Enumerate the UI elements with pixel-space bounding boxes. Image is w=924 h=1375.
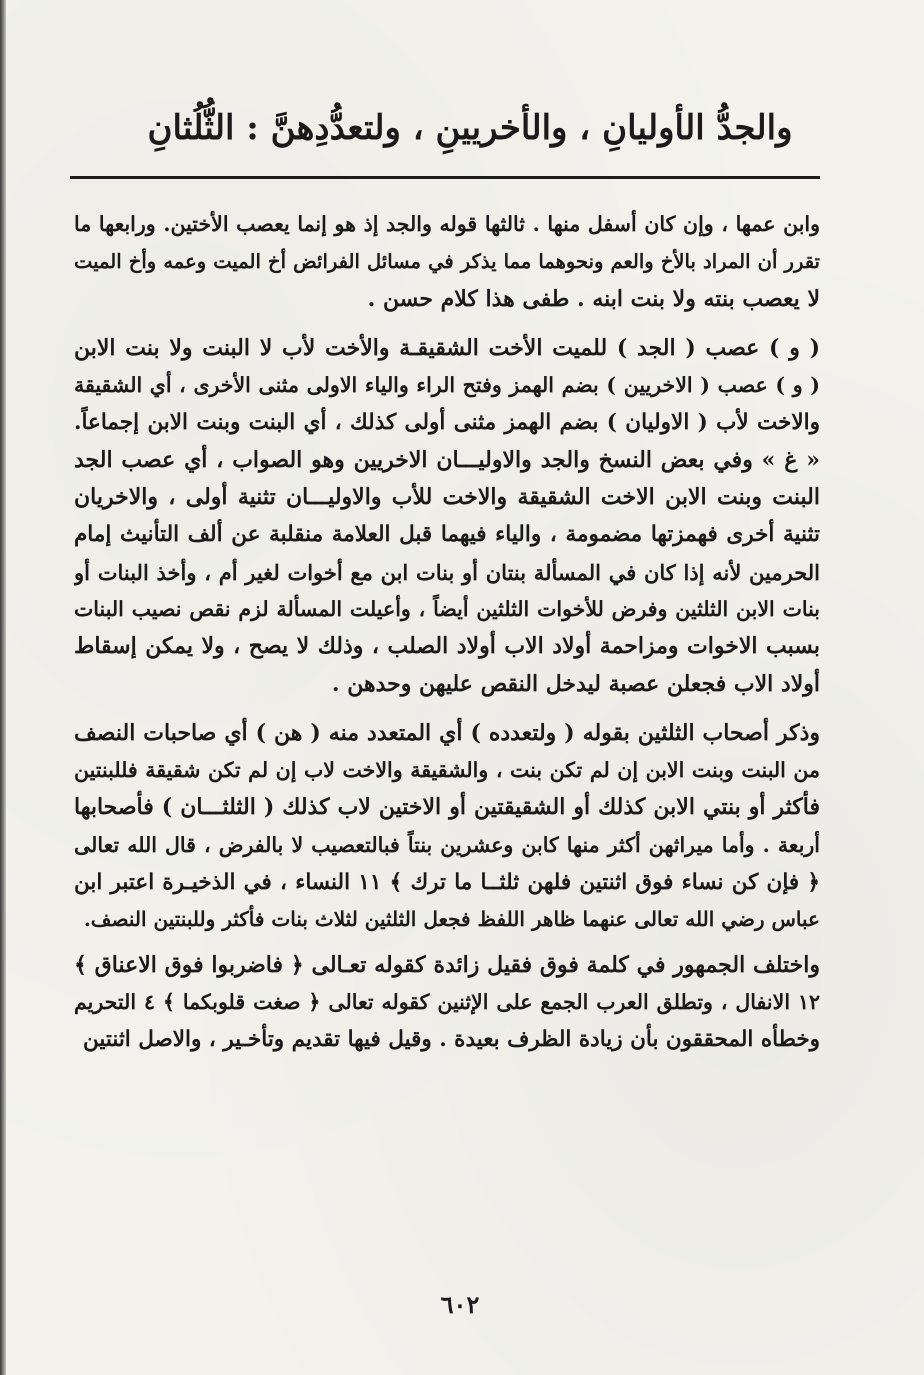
page-number: ٦٠٢ [440,1290,480,1319]
paragraph-gap [74,939,820,947]
running-head: والجدُّ الأوليانِ ، والأخريينِ ، ولتعدُّدِهنَّ : الثُّلُثانِ [147,108,793,148]
text-line: والاخت لأب ( الاوليان ) بضم الهمز مثنى أولى كذلك ، أي البنت وبنت الابن إجماعاً. [74,410,820,436]
text-line: أولاد الاب فجعلن عصبة ليدخل النقص عليهن وحدهن . [331,670,820,697]
paragraph-3 [74,715,820,939]
text-line: ﴿ فإن كن نساء فوق اثنتين فلهن ثلثــا ما ترك ﴾ ١١ النساء ، في الذخيـرة اعتبر ابن [74,870,820,896]
page-edge-shadow [0,0,6,1375]
body-text [74,206,820,1059]
text-line: عباس رضي الله تعالى عنهما ظاهر اللفظ فجعل الثلثين لثلاث بنات فأكثر وللبنتين النصف. [83,907,820,932]
text-line: ١٢ الانفال ، وتطلق العرب الجمع على الإثنين كقوله تعالى ﴿ صغت قلوبكما ﴾ ٤ التحريم [74,989,820,1014]
paragraph-4 [74,947,820,1059]
text-line: فأكثر أو بنتي الابن كذلك أو الشقيقتين أو الاختين لاب كذلك ( الثلثـــان ) فأصحابها [74,794,820,821]
text-line: وذكر أصحاب الثلثين بقوله ( ولتعدده ) أي المتعدد منه ( هن ) أي صاحبات النصف [74,719,820,746]
text-line: لا يعصب بنته ولا بنت ابنه . طفى هذا كلام حسن . [367,285,820,312]
text-line: الحرمين لأنه إذا كان في المسألة بنتان أو بنات ابن مع أخوات لغير أم ، وأخذ البنات أو [74,559,820,585]
text-line: ( و ) عصب ( الاخريين ) بضم الهمز وفتح الراء والياء الاولى مثنى الأخرى ، أي الشقيقة [74,373,820,398]
text-line: من البنت وبنت الابن إن لم تكن بنت ، والشقيقة والاخت لاب إن لم تكن شقيقة فللبنتين [74,758,820,783]
text-line: بنات الابن الثلثين وفرض للأخوات الثلثين أيضاً ، وأعيلت المسألة لزم نقص نصيب البنات [74,596,820,621]
text-line: أربعة . وأما ميراثهن أكثر منها كابن وعشرين بنتاً فبالتعصيب لا بالفرض ، قال الله تعالى [74,832,820,857]
paragraph-1 [74,206,820,318]
paragraph-gap [74,703,820,715]
text-line: بسبب الاخوات ومزاحمة أولاد الاب أولاد الصلب ، وذلك لا يصح ، ولا يمكن إسقاط [74,633,820,660]
paragraph-2 [74,330,820,703]
header-rule [70,176,820,179]
text-line: « غ » وفي بعض النسخ والجد والاوليـــان الاخريين وهو الصواب ، أي عصب الجد [74,446,820,473]
paragraph-gap [74,318,820,330]
text-line: تثنية أخرى فهمزتها مضمومة ، والياء فيهما قبل العلامة منقلبة عن ألف التأنيث إمام [74,522,820,548]
text-line: واختلف الجمهور في كلمة فوق فقيل زائدة كقوله تعـالى ﴿ فاضربوا فوق الاعناق ﴾ [74,951,820,978]
text-line: تقرر أن المراد بالأخ والعم ونحوهما مما يذكر في مسائل الفرائض أخ الميت وعمه وأخ الميت [74,250,820,274]
text-line: وخطأه المحققون بأن زيادة الظرف بعيدة . وقيل فيها تقديم وتأخـير ، والاصل اثنتين [82,1027,820,1053]
text-line: ( و ) عصب ( الجد ) للميت الأخت الشقيقـة والأخت لأب لا البنت ولا بنت الابن [74,334,820,361]
text-line: وابن عمها ، وإن كان أسفل منها . ثالثها قوله والجد إذ هو إنما يعصب الأختين. ورابعها ما [74,212,820,236]
text-line: البنت وبنت الابن الاخت الشقيقة والاخت للأب والاوليـــان تثنية أولى ، والاخريان [74,484,820,511]
